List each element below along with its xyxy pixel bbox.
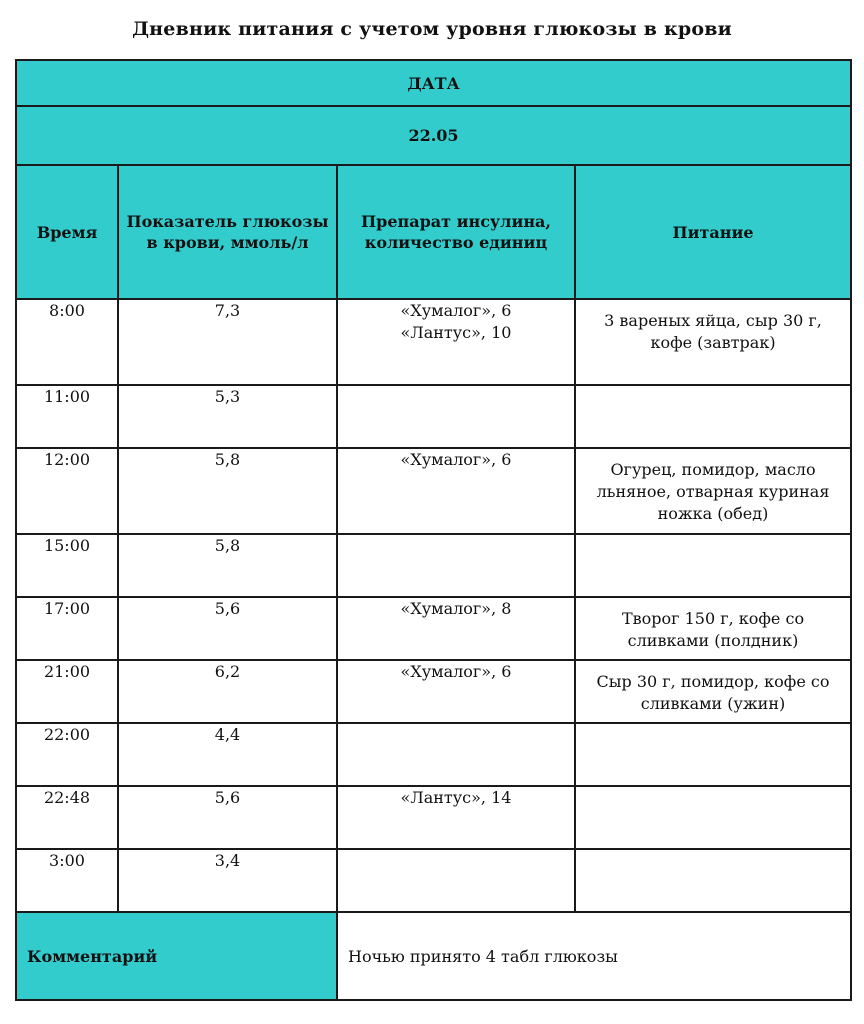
cell-insulin: «Хумалог», 6 [337, 660, 575, 723]
cell-food [575, 849, 851, 912]
date-value: 22.05 [16, 106, 851, 165]
cell-food: Сыр 30 г, помидор, кофе со сливками (ужин) [575, 660, 851, 723]
cell-food [575, 786, 851, 849]
column-header-insulin: Препарат инсулина, количество единиц [337, 165, 575, 299]
cell-insulin: «Лантус», 14 [337, 786, 575, 849]
cell-glucose: 3,4 [118, 849, 337, 912]
cell-glucose: 6,2 [118, 660, 337, 723]
cell-time: 8:00 [16, 299, 118, 385]
cell-glucose: 5,3 [118, 385, 337, 448]
comment-label: Комментарий [16, 912, 337, 1000]
cell-insulin: «Хумалог», 8 [337, 597, 575, 660]
cell-glucose: 5,6 [118, 786, 337, 849]
column-header-row [16, 165, 851, 299]
cell-glucose: 5,6 [118, 597, 337, 660]
diary-table-body [16, 60, 851, 1000]
cell-time: 22:48 [16, 786, 118, 849]
cell-time: 21:00 [16, 660, 118, 723]
column-header-glucose: Показатель глюкозы в крови, ммоль/л [118, 165, 337, 299]
cell-glucose: 5,8 [118, 534, 337, 597]
date-header: ДАТА [16, 60, 851, 106]
cell-insulin [337, 385, 575, 448]
cell-glucose: 5,8 [118, 448, 337, 534]
cell-time: 3:00 [16, 849, 118, 912]
column-header-time: Время [16, 165, 118, 299]
table-row [16, 299, 851, 385]
cell-insulin: «Хумалог», 6 [337, 448, 575, 534]
table-row [16, 534, 851, 597]
comment-row [16, 912, 851, 1000]
table-row [16, 660, 851, 723]
comment-text: Ночью принято 4 табл глюкозы [337, 912, 851, 1000]
cell-insulin [337, 849, 575, 912]
table-row [16, 723, 851, 786]
diary-table [15, 59, 852, 1001]
table-row [16, 448, 851, 534]
cell-time: 22:00 [16, 723, 118, 786]
cell-time: 17:00 [16, 597, 118, 660]
cell-food [575, 385, 851, 448]
cell-food: Творог 150 г, кофе со сливками (полдник) [575, 597, 851, 660]
cell-time: 11:00 [16, 385, 118, 448]
table-row [16, 385, 851, 448]
date-header-row [16, 60, 851, 106]
cell-food: 3 вареных яйца, сыр 30 г, кофе (завтрак) [575, 299, 851, 385]
table-row [16, 849, 851, 912]
cell-time: 12:00 [16, 448, 118, 534]
cell-food: Огурец, помидор, масло льняное, отварная куриная ножка (обед) [575, 448, 851, 534]
column-header-food: Питание [575, 165, 851, 299]
cell-food [575, 534, 851, 597]
table-row [16, 597, 851, 660]
cell-glucose: 7,3 [118, 299, 337, 385]
cell-insulin: «Хумалог», 6 «Лантус», 10 [337, 299, 575, 385]
date-value-row [16, 106, 851, 165]
cell-insulin [337, 723, 575, 786]
cell-food [575, 723, 851, 786]
cell-insulin [337, 534, 575, 597]
cell-time: 15:00 [16, 534, 118, 597]
cell-glucose: 4,4 [118, 723, 337, 786]
page-title: Дневник питания с учетом уровня глюкозы в крови [132, 18, 732, 40]
table-row [16, 786, 851, 849]
